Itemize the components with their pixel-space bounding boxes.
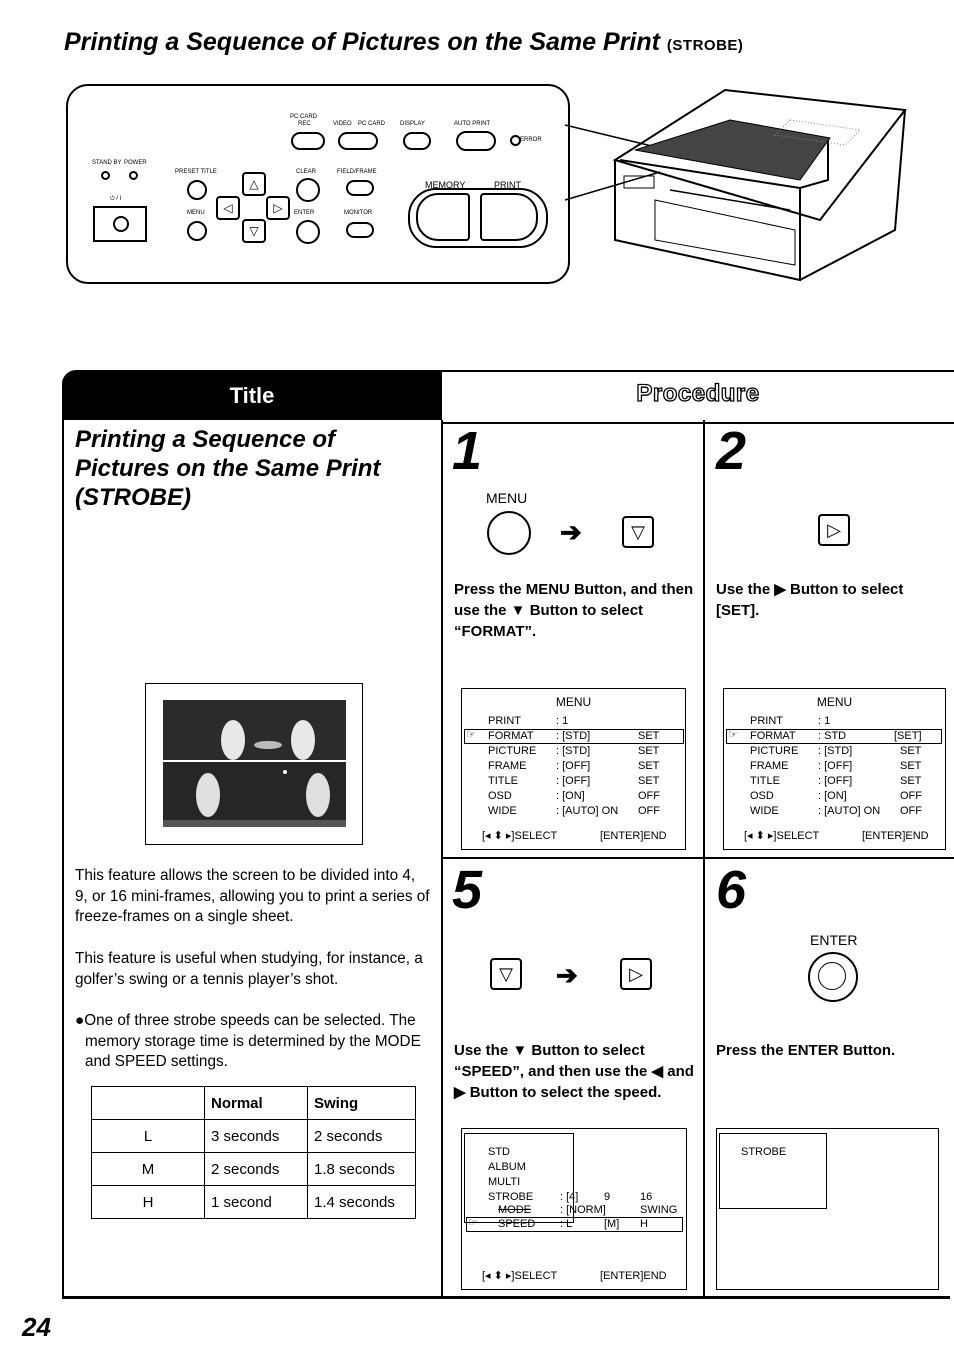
- header-normal: Normal: [205, 1087, 308, 1120]
- power-label: POWER: [124, 160, 147, 166]
- field-frame-button[interactable]: [346, 180, 374, 196]
- memory-button[interactable]: [416, 193, 470, 241]
- strobe-value: : [4]: [560, 1191, 579, 1203]
- monitor-label: MONITOR: [344, 210, 373, 216]
- print-label: PRINT: [494, 180, 521, 190]
- step-2-number: 2: [716, 421, 747, 481]
- speed-table-header: [92, 1087, 416, 1120]
- hand-pointer-icon: ☞: [468, 1217, 478, 1229]
- standby-label: STAND BY: [92, 160, 122, 166]
- swing-time: 1.8 seconds: [308, 1153, 416, 1186]
- menu-row-value: : [AUTO] ON: [818, 805, 881, 817]
- hand-pointer-icon: ☞: [728, 729, 738, 741]
- menu-row-set: SET: [900, 775, 922, 787]
- power-symbol: ⏻ / I: [110, 196, 122, 202]
- screen-footer-end: [ENTER]END: [600, 1270, 667, 1282]
- step-column-divider: [703, 420, 705, 1298]
- menu-row-set: OFF: [900, 790, 922, 802]
- auto-print-label: AUTO PRINT: [454, 121, 491, 127]
- swing-time: 2 seconds: [308, 1120, 416, 1153]
- page-number: 24: [22, 1312, 51, 1342]
- strobe-value: 16: [640, 1191, 653, 1203]
- display-button[interactable]: [403, 132, 431, 150]
- step-6-description: Press the ENTER Button.: [716, 1042, 896, 1059]
- feature-title: Printing a Sequence of Pictures on the Same Print (STROBE): [75, 426, 381, 511]
- header-swing: Swing: [308, 1087, 416, 1120]
- down-button-icon: ▽: [622, 516, 654, 548]
- print-button[interactable]: [480, 193, 538, 241]
- arrow-right-icon: ➔: [556, 960, 578, 990]
- strobe-settings-screen: [461, 1128, 687, 1290]
- pc-card-label: PC CARD: [290, 114, 318, 120]
- menu-row-label: FRAME: [750, 760, 789, 772]
- monitor-button[interactable]: [346, 222, 374, 238]
- speed-value: H: [640, 1218, 648, 1230]
- screen-footer-end: [ENTER]END: [600, 830, 667, 842]
- step-1-number: 1: [452, 421, 483, 481]
- menu-row-value: : [OFF]: [556, 775, 591, 787]
- pc-card-label-2: PC CARD: [358, 121, 386, 127]
- strobe-sample-image: [163, 700, 346, 827]
- screen-footer-select: [◂ ⬍ ▸]SELECT: [744, 830, 820, 842]
- heading-suffix: (STROBE): [666, 37, 744, 54]
- menu-row-label: PICTURE: [750, 745, 799, 757]
- screen-title: MENU: [555, 695, 592, 709]
- strobe-confirm-screen: [716, 1128, 939, 1290]
- format-item: STD: [488, 1146, 510, 1158]
- table-row: [92, 1120, 416, 1153]
- menu-row-set: OFF: [900, 805, 922, 817]
- step-6-number: 6: [716, 860, 747, 920]
- step-row-divider: [441, 857, 954, 859]
- auto-print-button[interactable]: [456, 131, 496, 151]
- menu-row-label: WIDE: [488, 805, 517, 817]
- field-frame-label: FIELD/FRAME: [337, 169, 377, 175]
- mode-item: MODE: [498, 1204, 531, 1216]
- display-label: DISPLAY: [400, 121, 425, 127]
- speed-value: [M]: [604, 1218, 620, 1230]
- menu-label-panel: MENU: [187, 210, 205, 216]
- menu-row-set: OFF: [638, 805, 660, 817]
- step-5-description: Use the ▼ Button to select “SPEED”, and then use the ◀ and ▶ Button to select the speed.: [454, 1042, 694, 1101]
- step-5-number: 5: [452, 860, 483, 920]
- down-button-icon: ▽: [490, 958, 522, 990]
- up-arrow-button[interactable]: △: [242, 172, 266, 196]
- menu-row-label: FRAME: [488, 760, 527, 772]
- enter-label-panel: ENTER: [294, 210, 315, 216]
- menu-row-value: : [OFF]: [818, 760, 853, 772]
- menu-row-value: : [AUTO] ON: [556, 805, 619, 817]
- hand-pointer-icon: ☞: [466, 729, 476, 741]
- menu-row-set: SET: [638, 760, 660, 772]
- menu-row-value: : 1: [818, 715, 831, 727]
- left-arrow-button[interactable]: ◁: [216, 196, 240, 220]
- rec-label: REC: [298, 121, 311, 127]
- description-note: ●One of three strobe speeds can be selected. The memory storage time is determined by the MODE and SPEED settings.: [75, 1012, 421, 1071]
- menu-row-set: SET: [638, 775, 660, 787]
- menu-row-value: : STD: [818, 730, 847, 742]
- strobe-label: STROBE: [741, 1146, 787, 1158]
- menu-row-value: : [STD]: [818, 745, 853, 757]
- menu-row-label: PRINT: [488, 715, 521, 727]
- swing-time: 1.4 seconds: [308, 1186, 416, 1219]
- menu-row-set: SET: [900, 760, 922, 772]
- format-item: ALBUM: [488, 1161, 526, 1173]
- menu-row-value: : [ON]: [556, 790, 585, 802]
- step-1-menu-label: MENU: [486, 490, 528, 506]
- menu-row-value: : [STD]: [556, 745, 591, 757]
- menu-row-label: PICTURE: [488, 745, 537, 757]
- format-item: STROBE: [488, 1191, 534, 1203]
- menu-button-icon: [487, 511, 531, 555]
- right-arrow-button[interactable]: ▷: [266, 196, 290, 220]
- down-arrow-button[interactable]: ▽: [242, 219, 266, 243]
- table-row: [92, 1153, 416, 1186]
- normal-time: 2 seconds: [205, 1153, 308, 1186]
- error-label: ERROR: [520, 137, 542, 143]
- strobe-value: 9: [604, 1191, 611, 1203]
- menu-row-value: : [OFF]: [556, 760, 591, 772]
- screen-footer-select: [◂ ⬍ ▸]SELECT: [482, 1270, 558, 1282]
- menu-screen-2: [723, 688, 946, 850]
- mode-value: SWING: [640, 1204, 678, 1216]
- preset-title-label: PRESET TITLE: [175, 169, 217, 175]
- normal-time: 1 second: [205, 1186, 308, 1219]
- speed-item: SPEED: [498, 1218, 536, 1230]
- screen-title: MENU: [816, 695, 853, 709]
- menu-row-label: PRINT: [750, 715, 783, 727]
- video-pc-card-switch[interactable]: [338, 132, 378, 150]
- screen-footer-select: [◂ ⬍ ▸]SELECT: [482, 830, 558, 842]
- right-button-icon: ▷: [818, 514, 850, 546]
- rec-button[interactable]: [291, 132, 325, 150]
- menu-row-set: [SET]: [894, 730, 922, 742]
- description-paragraph-2: This feature is useful when studying, for instance, a golfer’s swing or a tennis player’s shot.: [75, 950, 423, 988]
- menu-row-value: : [STD]: [556, 730, 591, 742]
- enter-button-panel[interactable]: [296, 220, 320, 244]
- step-6-enter-label: ENTER: [810, 932, 858, 948]
- speed-table: [91, 1086, 416, 1219]
- menu-row-set: SET: [638, 745, 660, 757]
- video-label: VIDEO: [333, 121, 352, 127]
- description-paragraph-1: This feature allows the screen to be divided into 4, 9, or 16 mini-frames, allowing you to print a series of freeze-frames on a single sheet.: [75, 867, 430, 926]
- power-switch[interactable]: [93, 206, 147, 242]
- menu-screen-1: [461, 688, 686, 850]
- menu-row-label: TITLE: [488, 775, 518, 787]
- bottom-border: [62, 1296, 950, 1299]
- mode-value: : [NORM]: [560, 1204, 606, 1216]
- page-heading: [64, 28, 743, 57]
- header-blank: [92, 1087, 205, 1120]
- menu-row-value: : [OFF]: [818, 775, 853, 787]
- format-item: MULTI: [488, 1176, 521, 1188]
- left-border: [62, 420, 64, 1298]
- menu-row-label: FORMAT: [488, 730, 534, 742]
- screen-footer-end: [ENTER]END: [862, 830, 929, 842]
- menu-row-value: : [ON]: [818, 790, 847, 802]
- standby-indicator: [101, 171, 110, 180]
- column-divider: [441, 420, 443, 1298]
- heading-main: Printing a Sequence of Pictures on the Same Print: [64, 28, 660, 56]
- memory-label: MEMORY: [425, 180, 466, 190]
- power-indicator: [129, 171, 138, 180]
- speed-level: H: [92, 1186, 205, 1219]
- menu-row-value: : 1: [556, 715, 569, 727]
- menu-row-set: OFF: [638, 790, 660, 802]
- menu-row-set: SET: [638, 730, 660, 742]
- speed-level: L: [92, 1120, 205, 1153]
- printer-illustration: [560, 80, 910, 290]
- menu-row-label: OSD: [750, 790, 774, 802]
- title-bar: Title: [62, 370, 442, 420]
- enter-button-icon: [808, 952, 858, 1002]
- clear-button[interactable]: [296, 178, 320, 202]
- procedure-label: Procedure: [636, 380, 760, 407]
- menu-row-label: WIDE: [750, 805, 779, 817]
- preset-title-button[interactable]: [187, 180, 207, 200]
- speed-value: : L: [560, 1218, 573, 1230]
- arrow-right-icon: ➔: [560, 517, 582, 547]
- menu-button-panel[interactable]: [187, 221, 207, 241]
- table-row: [92, 1186, 416, 1219]
- speed-level: M: [92, 1153, 205, 1186]
- step-1-description: Press the MENU Button, and then use the ▼ Button to select “FORMAT”.: [454, 581, 694, 640]
- menu-row-set: SET: [900, 745, 922, 757]
- menu-row-label: FORMAT: [750, 730, 796, 742]
- normal-time: 3 seconds: [205, 1120, 308, 1153]
- right-button-icon: ▷: [620, 958, 652, 990]
- step-2-description: Use the ▶ Button to select [SET].: [716, 581, 904, 619]
- menu-row-label: OSD: [488, 790, 512, 802]
- menu-row-label: TITLE: [750, 775, 780, 787]
- clear-label: CLEAR: [296, 169, 317, 175]
